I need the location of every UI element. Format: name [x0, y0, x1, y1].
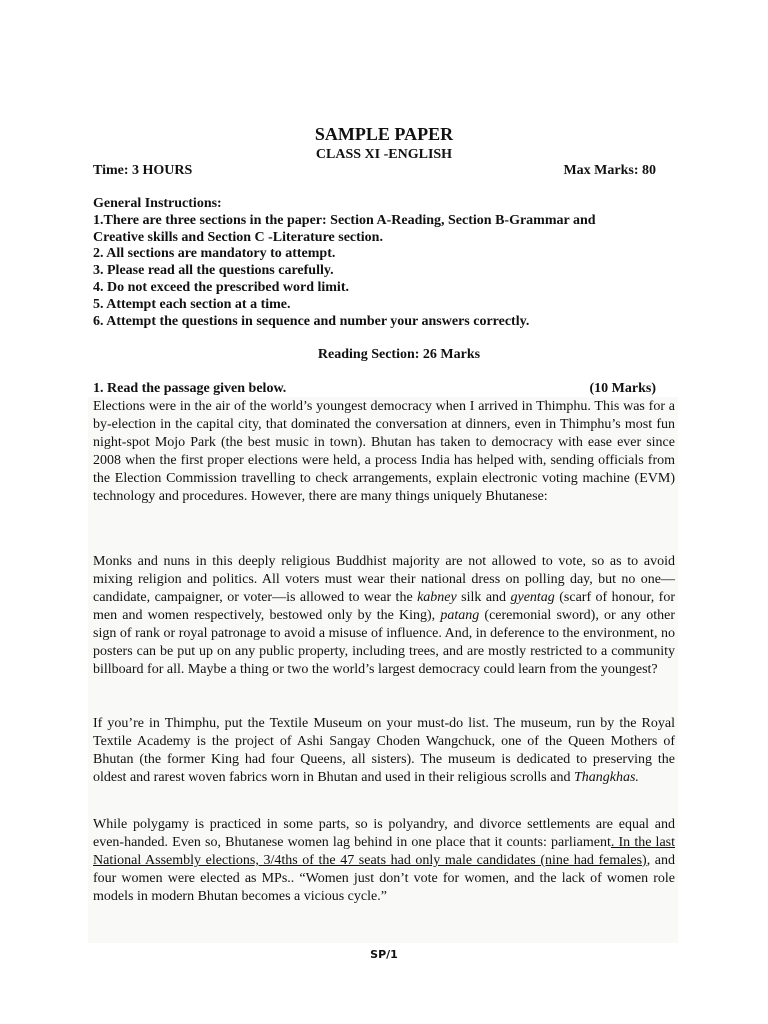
underlined-sentence: . In the last National Assembly elections, 3/4ths of the 47 seats had only male candidates (nine had females)	[93, 835, 675, 868]
question-row	[93, 381, 656, 397]
instruction-item: 4. Do not exceed the prescribed word limit.	[93, 279, 349, 295]
time-label: Time: 3 HOURS	[93, 163, 193, 178]
time-marks-row	[93, 163, 656, 179]
instructions-heading: General Instructions:	[93, 196, 222, 211]
question-label: 1. Read the passage given below.	[93, 381, 287, 396]
thangkhas-term: Thangkhas.	[573, 770, 639, 785]
instruction-item: 1.There are three sections in the paper: Section A-Reading, Section B-Grammar and	[93, 212, 596, 228]
question-marks: (10 Marks)	[589, 381, 656, 396]
passage-paragraph-1: Elections were in the air of the world’s youngest democracy when I arrived in Thimphu. This was for a by-election in the capital city, that dominated the conversation at dinners, even in Thimphu’s most fun night-spot Mojo Park (the best music in town). Bhutan has taken to democracy with ease ever since 2008 when the first proper elections were held, a process India has helped with, sending officials from the Election Commission travelling to check arrangements, explain electronic voting machine (EVM) technology and procedures. However, there are many things uniquely Bhutanese:	[93, 399, 675, 504]
patang-term: patang	[440, 608, 480, 623]
instruction-item: 2. All sections are mandatory to attempt.	[93, 246, 336, 262]
instruction-item: 6. Attempt the questions in sequence and number your answers correctly.	[93, 313, 530, 329]
kabney-term: kabney	[417, 590, 457, 605]
reading-section-heading: Reading Section: 26 Marks	[317, 347, 481, 362]
instruction-item: 3. Please read all the questions carefully.	[93, 263, 334, 279]
paper-title: SAMPLE PAPER	[314, 124, 454, 144]
class-subtitle: CLASS XI -ENGLISH	[315, 147, 453, 162]
page-number: SP/1	[370, 948, 398, 961]
max-marks-label: Max Marks: 80	[563, 163, 656, 178]
instruction-item: Creative skills and Section C -Literature section.	[93, 229, 383, 245]
passage-paragraph-2: Monks and nuns in this deeply religious Buddhist majority are not allowed to vote, so as to avoid mixing religion and politics. All voters must wear their national dress on polling day, but no one—candidate, campaigner, or voter—is allowed to wear the kabney silk and gyentag (scarf of honour, for men and women respectively, bestowed only by the King), patang (ceremonial sword), or any other sign of rank or royal patronage to avoid a misuse of influence. And, in deference to the environment, no posters can be put up on any public property, including trees, and are mostly restricted to a community billboard for all. Maybe a thing or two the world’s largest democracy could learn from the youngest?	[93, 554, 675, 677]
general-instructions	[93, 196, 683, 330]
passage-paragraph-4: While polygamy is practiced in some parts, so is polyandry, and divorce settlements are equal and even-handed. Even so, Bhutanese women lag behind in one place that it counts: parliament. In the last National Assembly elections, 3/4ths of the 47 seats had only male candidates (nine had females), and four women were elected as MPs.. “Women just don’t vote for women, and the lack of women role models in modern Bhutan becomes a vicious cycle.”	[93, 817, 676, 904]
gyentag-term: gyentag	[510, 590, 555, 605]
instruction-item: 5. Attempt each section at a time.	[93, 296, 291, 312]
passage-paragraph-3: If you’re in Thimphu, put the Textile Museum on your must-do list. The museum, run by the Royal Textile Academy is the project of Ashi Sangay Choden Wangchuck, one of the Queen Mothers of Bhutan (the former King had four Queens, all sisters). The museum is dedicated to preserving the oldest and rarest woven fabrics worn in Bhutan and used in their religious scrolls and Thangkhas.	[93, 716, 675, 785]
